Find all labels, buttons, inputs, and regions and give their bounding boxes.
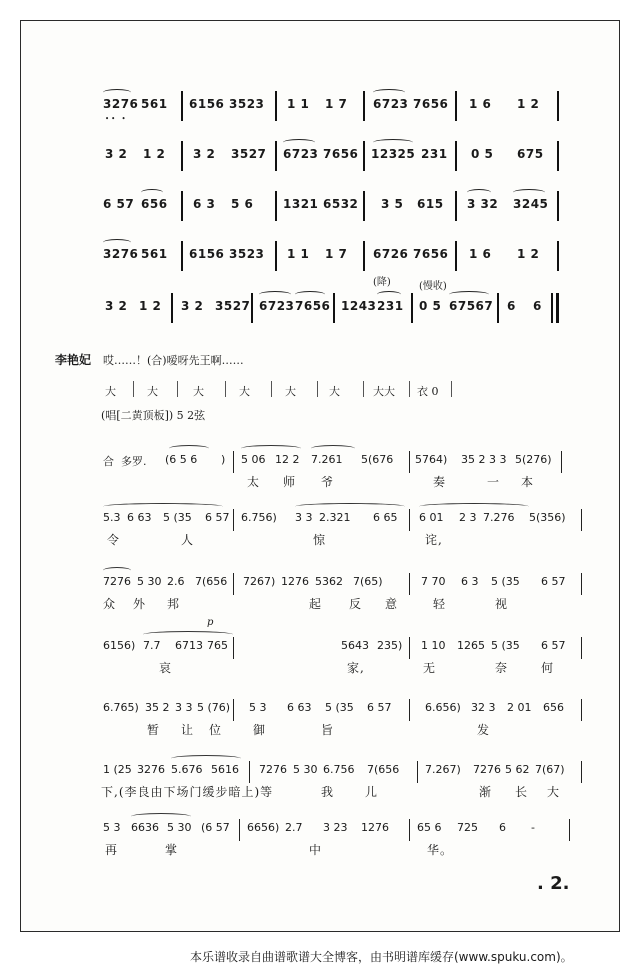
note-group: - bbox=[531, 821, 535, 834]
barline bbox=[181, 191, 183, 221]
page-number: . 2. bbox=[537, 873, 570, 894]
barline bbox=[409, 573, 410, 595]
barline bbox=[451, 381, 452, 397]
note-group: 6 3 bbox=[461, 575, 479, 588]
note-group: 5616 bbox=[211, 763, 239, 776]
note-group: 7(67) bbox=[535, 763, 565, 776]
slur bbox=[295, 503, 405, 510]
vocal-line-4 bbox=[21, 637, 621, 687]
vocal-line-1 bbox=[21, 451, 621, 501]
note-group: 675 bbox=[517, 147, 544, 161]
note-group: 561 bbox=[141, 247, 168, 261]
note-group: 7656 bbox=[413, 247, 449, 261]
slur bbox=[311, 445, 355, 452]
barline bbox=[557, 141, 559, 171]
spoken-line: 哎……！(合)嗳呀先王啊…… bbox=[103, 354, 244, 367]
note-group: 6656) bbox=[247, 821, 280, 834]
note-group: 5 3 bbox=[103, 821, 121, 834]
lyric: 下,(李良由下场门缓步暗上)等 bbox=[101, 785, 274, 799]
lyric: 意 bbox=[385, 597, 399, 611]
note-group: 3276 bbox=[137, 763, 165, 776]
annotation-man-shou: (慢收) bbox=[419, 281, 447, 292]
lyric: 长 bbox=[515, 785, 529, 799]
note-group: 7(656 bbox=[367, 763, 400, 776]
barline bbox=[561, 451, 562, 473]
note-group: 6723 bbox=[259, 299, 295, 313]
barline bbox=[181, 141, 183, 171]
note-group: 6 bbox=[507, 299, 516, 313]
slur bbox=[143, 631, 233, 638]
vocal-line-5 bbox=[21, 699, 621, 749]
note-group: 3276 bbox=[103, 247, 139, 261]
barline bbox=[581, 509, 582, 531]
note-group: 7 70 bbox=[421, 575, 446, 588]
vocal-line-3 bbox=[21, 573, 621, 623]
note-group: 1 7 bbox=[325, 97, 348, 111]
lyric: 哀 bbox=[159, 661, 173, 675]
barline bbox=[363, 381, 364, 397]
slur bbox=[103, 503, 223, 510]
note-group: 多罗. bbox=[121, 455, 147, 468]
slur bbox=[103, 567, 131, 574]
slur bbox=[449, 291, 489, 298]
barline bbox=[181, 241, 183, 271]
slur bbox=[103, 239, 131, 246]
note-group: 5643 bbox=[341, 639, 369, 652]
barline bbox=[275, 191, 277, 221]
note-group: 5 (35 bbox=[325, 701, 354, 714]
lyric: 儿 bbox=[365, 785, 379, 799]
slur bbox=[295, 291, 325, 298]
note-group: 5 30 bbox=[167, 821, 192, 834]
note-group: 5 3 bbox=[249, 701, 267, 714]
note-group: 1 6 bbox=[469, 247, 492, 261]
slur bbox=[373, 89, 405, 96]
lyric: 邦 bbox=[167, 597, 181, 611]
barline bbox=[551, 293, 553, 323]
vocal-line-7 bbox=[21, 819, 621, 869]
percussion-hit: 大 bbox=[285, 385, 296, 398]
note-group: 7656 bbox=[323, 147, 359, 161]
barline bbox=[581, 573, 582, 595]
slur bbox=[141, 189, 163, 196]
note-group: 5.676 bbox=[171, 763, 203, 776]
lyric: 外 bbox=[133, 597, 147, 611]
note-group: 3527 bbox=[231, 147, 267, 161]
vocal-line-6 bbox=[21, 761, 621, 811]
lyric: 惊 bbox=[313, 533, 327, 547]
note-group: ) bbox=[221, 453, 226, 466]
barline bbox=[275, 91, 277, 121]
note-group: 7.261 bbox=[311, 453, 343, 466]
annotation-jiang: (降) bbox=[373, 277, 391, 288]
lyric: 一 bbox=[487, 475, 501, 489]
note-group: 7276 bbox=[473, 763, 501, 776]
note-group: 6156 bbox=[189, 97, 225, 111]
barline bbox=[249, 761, 250, 783]
barline bbox=[233, 637, 234, 659]
barline bbox=[455, 191, 457, 221]
note-group: 6 01 bbox=[419, 511, 444, 524]
note-group: 1 1 bbox=[287, 97, 310, 111]
note-group: 6 3 bbox=[193, 197, 216, 211]
note-group: 0 5 bbox=[471, 147, 494, 161]
percussion-hit: 大 bbox=[239, 385, 250, 398]
note-group: 5 (76) bbox=[197, 701, 231, 714]
slur bbox=[467, 189, 491, 196]
note-group: 3 2 bbox=[181, 299, 204, 313]
note-group: 3 3 bbox=[175, 701, 193, 714]
barline bbox=[409, 451, 410, 473]
aria-header: (唱[二黄顶板]) 5 2弦 bbox=[101, 409, 206, 422]
note-group: 6 bbox=[499, 821, 506, 834]
note-group: 5 (35 bbox=[491, 639, 520, 652]
footer-credit: 本乐谱收录自曲谱歌谱大全博客，由书明谱库缓存(www.spuku.com)。 bbox=[190, 950, 573, 964]
note-group: 1 2 bbox=[143, 147, 166, 161]
note-group: 2.7 bbox=[285, 821, 303, 834]
slur bbox=[259, 291, 291, 298]
note-group: 5 06 bbox=[241, 453, 266, 466]
barline bbox=[455, 141, 457, 171]
barline bbox=[333, 293, 335, 323]
barline bbox=[239, 819, 240, 841]
barline bbox=[409, 381, 410, 397]
note-group: 6 57 bbox=[205, 511, 230, 524]
barline bbox=[177, 381, 178, 397]
note-group: 5764) bbox=[415, 453, 448, 466]
barline bbox=[171, 293, 173, 323]
note-group: 6713 bbox=[175, 639, 203, 652]
note-group: 7267) bbox=[243, 575, 276, 588]
note-group: 5362 bbox=[315, 575, 343, 588]
lyric: 本 bbox=[521, 475, 535, 489]
lyric: 我 bbox=[321, 785, 335, 799]
note-group: (6 5 6 bbox=[165, 453, 198, 466]
note-group: 7.7 bbox=[143, 639, 161, 652]
score-row-3 bbox=[21, 189, 621, 229]
slur bbox=[377, 291, 401, 298]
note-group: 1 6 bbox=[469, 97, 492, 111]
lyric: 御 bbox=[253, 723, 267, 737]
barline bbox=[557, 91, 559, 121]
slur bbox=[419, 503, 529, 510]
barline bbox=[581, 761, 582, 783]
octave-dots: •• • bbox=[105, 115, 128, 123]
lyric: 视 bbox=[495, 597, 509, 611]
note-group: 35 2 bbox=[145, 701, 170, 714]
percussion-hit: 衣 0 bbox=[417, 385, 439, 398]
lyric: 人 bbox=[181, 533, 195, 547]
barline bbox=[569, 819, 570, 841]
note-group: 2.321 bbox=[319, 511, 351, 524]
note-group: 7276 bbox=[259, 763, 287, 776]
lyric: 中 bbox=[309, 843, 323, 857]
barline bbox=[455, 241, 457, 271]
lyric: 师 bbox=[283, 475, 297, 489]
note-group: 7.267) bbox=[425, 763, 461, 776]
note-group: 3523 bbox=[229, 97, 265, 111]
note-group: 235) bbox=[377, 639, 403, 652]
note-group: 231 bbox=[377, 299, 404, 313]
note-group: 32 3 bbox=[471, 701, 496, 714]
note-group: 3523 bbox=[229, 247, 265, 261]
note-group: 1 10 bbox=[421, 639, 446, 652]
note-group: 3 23 bbox=[323, 821, 348, 834]
slur bbox=[171, 755, 241, 762]
barline bbox=[233, 451, 234, 473]
note-group: 2 01 bbox=[507, 701, 532, 714]
barline bbox=[363, 241, 365, 271]
note-group: 1276 bbox=[361, 821, 389, 834]
barline bbox=[363, 141, 365, 171]
barline bbox=[181, 91, 183, 121]
lyric: 太 bbox=[247, 475, 261, 489]
character-name: 李艳妃 bbox=[55, 353, 92, 367]
dynamic-mark: p bbox=[207, 617, 214, 628]
note-group: 6 57 bbox=[541, 575, 566, 588]
barline bbox=[455, 91, 457, 121]
barline bbox=[363, 91, 365, 121]
lyric: 奏 bbox=[433, 475, 447, 489]
note-group: 35 2 bbox=[461, 453, 486, 466]
note-group: 1 2 bbox=[517, 247, 540, 261]
note-group: 3 5 bbox=[381, 197, 404, 211]
note-group: 6532 bbox=[323, 197, 359, 211]
note-group: 7(656 bbox=[195, 575, 228, 588]
note-group: 1 1 bbox=[287, 247, 310, 261]
note-group: 1 7 bbox=[325, 247, 348, 261]
note-group: 5 (35 bbox=[491, 575, 520, 588]
note-group: 656 bbox=[543, 701, 564, 714]
barline bbox=[133, 381, 134, 397]
lyric: 众 bbox=[103, 597, 117, 611]
slur bbox=[241, 445, 301, 452]
note-group: 5 (35 bbox=[163, 511, 192, 524]
note-group: 231 bbox=[421, 147, 448, 161]
note-group: 合 bbox=[103, 455, 114, 468]
percussion-hit: 大 bbox=[193, 385, 204, 398]
barline bbox=[557, 191, 559, 221]
note-group: 7656 bbox=[295, 299, 331, 313]
note-group: 1 2 bbox=[139, 299, 162, 313]
barline bbox=[251, 293, 253, 323]
lyric: 旨 bbox=[321, 723, 335, 737]
note-group: 6156) bbox=[103, 639, 136, 652]
note-group: 1265 bbox=[457, 639, 485, 652]
note-group: 3 32 bbox=[467, 197, 499, 211]
note-group: 1243 bbox=[341, 299, 377, 313]
note-group: 6636 bbox=[131, 821, 159, 834]
note-group: 6.656) bbox=[425, 701, 461, 714]
lyric: 大 bbox=[547, 785, 561, 799]
lyric: 发 bbox=[477, 723, 491, 737]
lyric: 再 bbox=[105, 843, 119, 857]
note-group: 1 (25 bbox=[103, 763, 132, 776]
note-group: 3 2 bbox=[193, 147, 216, 161]
score-row-5 bbox=[21, 291, 621, 331]
note-group: 6.765) bbox=[103, 701, 139, 714]
slur bbox=[513, 189, 545, 196]
note-group: 3 3 bbox=[489, 453, 507, 466]
lyric: 起 bbox=[309, 597, 323, 611]
lyric: 家, bbox=[347, 661, 365, 675]
note-group: 725 bbox=[457, 821, 478, 834]
lyric: 轻 bbox=[433, 597, 447, 611]
note-group: 6723 bbox=[373, 97, 409, 111]
lyric: 奈 bbox=[495, 661, 509, 675]
note-group: 5(676 bbox=[361, 453, 394, 466]
note-group: 6723 bbox=[283, 147, 319, 161]
note-group: (6 57 bbox=[201, 821, 230, 834]
note-group: 7276 bbox=[103, 575, 131, 588]
slur bbox=[169, 445, 209, 452]
barline bbox=[233, 699, 234, 721]
lyric: 反 bbox=[349, 597, 363, 611]
barline bbox=[233, 509, 234, 531]
lyric: 无 bbox=[423, 661, 437, 675]
note-group: 5 30 bbox=[293, 763, 318, 776]
note-group: 6 57 bbox=[541, 639, 566, 652]
note-group: 1321 bbox=[283, 197, 319, 211]
slur bbox=[103, 89, 131, 96]
barline bbox=[581, 637, 582, 659]
lyric: 暂 bbox=[147, 723, 161, 737]
note-group: 3 3 bbox=[295, 511, 313, 524]
note-group: 615 bbox=[417, 197, 444, 211]
score-page bbox=[20, 20, 620, 932]
note-group: 5(356) bbox=[529, 511, 566, 524]
note-group: 7656 bbox=[413, 97, 449, 111]
score-row-2 bbox=[21, 139, 621, 179]
barline bbox=[317, 381, 318, 397]
lyric: 爷 bbox=[321, 475, 335, 489]
note-group: 6 63 bbox=[127, 511, 152, 524]
note-group: 5(276) bbox=[515, 453, 552, 466]
lyric: 位 bbox=[209, 723, 223, 737]
note-group: 5 6 bbox=[231, 197, 254, 211]
note-group: 6.756 bbox=[323, 763, 355, 776]
note-group: 765 bbox=[207, 639, 228, 652]
note-group: 6.756) bbox=[241, 511, 277, 524]
barline bbox=[497, 293, 499, 323]
slur bbox=[131, 813, 191, 820]
note-group: 3245 bbox=[513, 197, 549, 211]
note-group: 12325 bbox=[371, 147, 416, 161]
barline bbox=[233, 573, 234, 595]
barline bbox=[409, 819, 410, 841]
barline bbox=[417, 761, 418, 783]
note-group: 5.3 bbox=[103, 511, 121, 524]
barline bbox=[363, 191, 365, 221]
note-group: 561 bbox=[141, 97, 168, 111]
note-group: 0 5 bbox=[419, 299, 442, 313]
note-group: 5 30 bbox=[137, 575, 162, 588]
lyric: 令 bbox=[107, 533, 121, 547]
note-group: 65 6 bbox=[417, 821, 442, 834]
note-group: 6 65 bbox=[373, 511, 398, 524]
barline bbox=[557, 241, 559, 271]
barline bbox=[275, 241, 277, 271]
note-group: 6726 bbox=[373, 247, 409, 261]
lyric: 让 bbox=[181, 723, 195, 737]
vocal-line-2 bbox=[21, 509, 621, 559]
note-group: 2 3 bbox=[459, 511, 477, 524]
lyric: 掌 bbox=[165, 843, 179, 857]
barline bbox=[409, 699, 410, 721]
note-group: 1276 bbox=[281, 575, 309, 588]
note-group: 6 57 bbox=[103, 197, 135, 211]
score-row-1 bbox=[21, 89, 621, 129]
end-barline bbox=[556, 293, 559, 323]
lyric: 诧, bbox=[425, 533, 443, 547]
note-group: 3 2 bbox=[105, 147, 128, 161]
note-group: 6156 bbox=[189, 247, 225, 261]
lyric: 渐 bbox=[479, 785, 493, 799]
slur bbox=[373, 139, 413, 146]
barline bbox=[225, 381, 226, 397]
lyric: 华。 bbox=[427, 843, 454, 857]
note-group: 5 62 bbox=[505, 763, 530, 776]
note-group: 3 2 bbox=[105, 299, 128, 313]
note-group: 6 bbox=[533, 299, 542, 313]
note-group: 656 bbox=[141, 197, 168, 211]
note-group: 1 2 bbox=[517, 97, 540, 111]
note-group: 7.276 bbox=[483, 511, 515, 524]
percussion-hit: 大 bbox=[147, 385, 158, 398]
note-group: 6 63 bbox=[287, 701, 312, 714]
note-group: 67567 bbox=[449, 299, 494, 313]
barline bbox=[275, 141, 277, 171]
barline bbox=[581, 699, 582, 721]
note-group: 7(65) bbox=[353, 575, 383, 588]
note-group: 6 57 bbox=[367, 701, 392, 714]
note-group: 12 2 bbox=[275, 453, 300, 466]
percussion-hit: 大大 bbox=[373, 385, 395, 398]
barline bbox=[409, 637, 410, 659]
score-row-4 bbox=[21, 239, 621, 279]
percussion-hit: 大 bbox=[105, 385, 116, 398]
lyric: 何 bbox=[541, 661, 555, 675]
slur bbox=[283, 139, 315, 146]
note-group: 2.6 bbox=[167, 575, 185, 588]
barline bbox=[409, 509, 410, 531]
note-group: 3527 bbox=[215, 299, 251, 313]
barline bbox=[271, 381, 272, 397]
barline bbox=[411, 293, 413, 323]
percussion-hit: 大 bbox=[329, 385, 340, 398]
note-group: 3276 bbox=[103, 97, 139, 111]
